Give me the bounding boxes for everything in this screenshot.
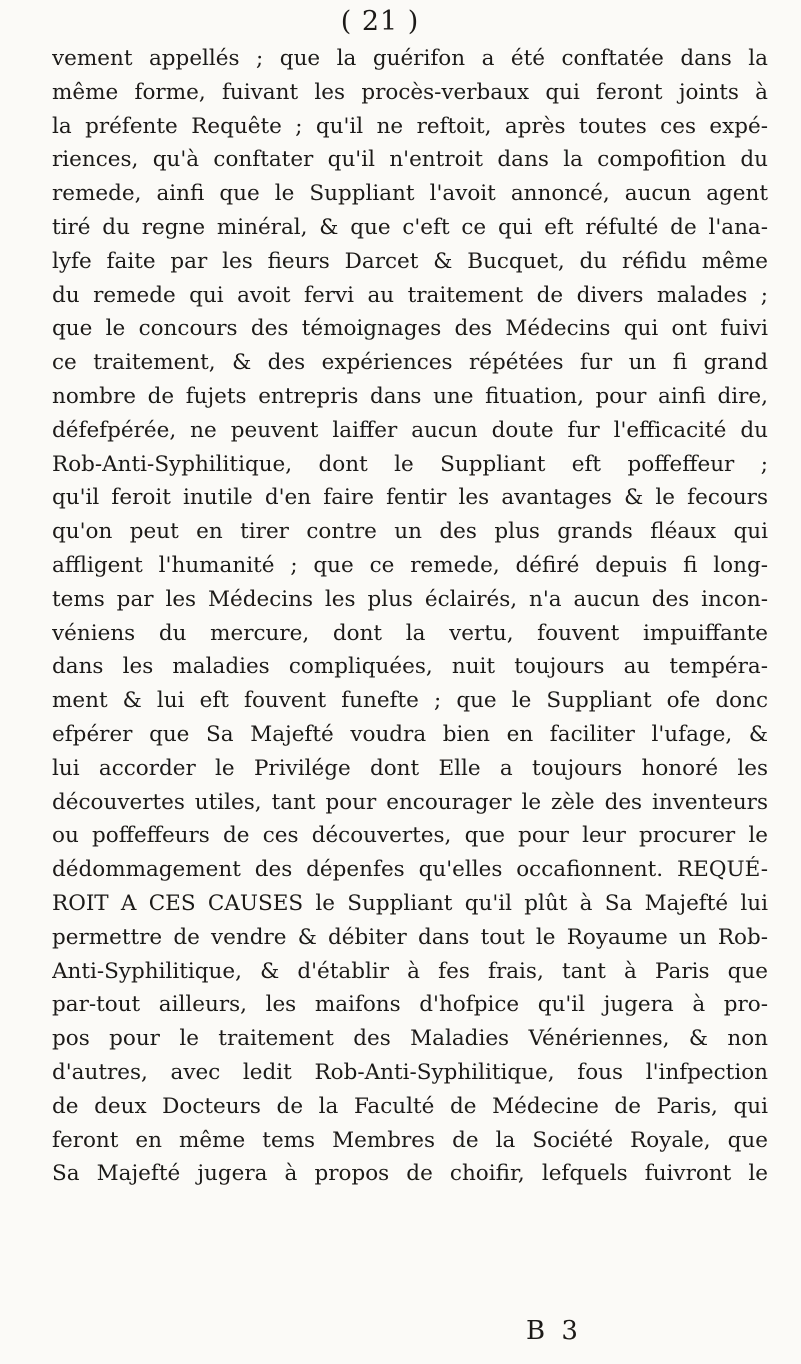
text-line: pos pour le traitement des Maladies Vénériennes, & non bbox=[52, 1026, 768, 1052]
text-line: défefpérée, ne peuvent laiffer aucun doute fur l'efficacité du bbox=[52, 417, 768, 443]
signature-mark: B 3 bbox=[526, 1316, 582, 1346]
text-line: Anti-Syphilitique, & d'établir à fes frais, tant à Paris que bbox=[52, 958, 768, 984]
text-line: lui accorder le Privilége dont Elle a toujours honoré les bbox=[52, 755, 768, 781]
text-line: même forme, fuivant les procès-verbaux qui feront joints à bbox=[52, 79, 768, 105]
page-number: ( 21 ) bbox=[340, 6, 420, 37]
text-line: permettre de vendre & débiter dans tout le Royaume un Rob- bbox=[52, 924, 768, 950]
text-line: lyfe faite par les fieurs Darcet & Bucquet, du réfidu même bbox=[52, 248, 768, 274]
text-line: affligent l'humanité ; que ce remede, défiré depuis fi long- bbox=[52, 552, 768, 578]
text-line: ment & lui eft fouvent funefte ; que le Suppliant ofe donc bbox=[52, 688, 768, 714]
text-line: que le concours des témoignages des Médecins qui ont fuivi bbox=[52, 316, 768, 342]
body-text bbox=[52, 42, 768, 1191]
text-line: Rob-Anti-Syphilitique, dont le Suppliant eft poffeffeur ; bbox=[52, 451, 768, 477]
text-line: véniens du mercure, dont la vertu, fouvent impuiffante bbox=[52, 620, 768, 646]
text-line: efpérer que Sa Majefté voudra bien en faciliter l'ufage, & bbox=[52, 721, 768, 747]
text-line: ou poffeffeurs de ces découvertes, que pour leur procurer le bbox=[52, 823, 768, 849]
text-line: d'autres, avec ledit Rob-Anti-Syphilitique, fous l'infpection bbox=[52, 1059, 768, 1085]
text-line: ce traitement, & des expériences répétées fur un fi grand bbox=[52, 350, 768, 376]
text-line: feront en même tems Membres de la Société Royale, que bbox=[52, 1127, 768, 1153]
text-line: du remede qui avoit fervi au traitement de divers malades ; bbox=[52, 282, 768, 308]
text-line: découvertes utiles, tant pour encourager le zèle des inventeurs bbox=[52, 789, 768, 815]
text-line: de deux Docteurs de la Faculté de Médecine de Paris, qui bbox=[52, 1093, 768, 1119]
text-line: remede, ainfi que le Suppliant l'avoit annoncé, aucun agent bbox=[52, 181, 768, 207]
text-line: nombre de fujets entrepris dans une fituation, pour ainfi dire, bbox=[52, 383, 768, 409]
text-line: qu'il feroit inutile d'en faire fentir les avantages & le fecours bbox=[52, 485, 768, 511]
text-line: Sa Majefté jugera à propos de choifir, lefquels fuivront le bbox=[52, 1161, 768, 1187]
text-line: tems par les Médecins les plus éclairés, n'a aucun des incon- bbox=[52, 586, 768, 612]
text-line: tiré du regne minéral, & que c'eft ce qui eft réfulté de l'ana- bbox=[52, 214, 768, 240]
text-line: par-tout ailleurs, les maifons d'hofpice qu'il jugera à pro- bbox=[52, 992, 768, 1018]
text-line: ROIT A CES CAUSES le Suppliant qu'il plût à Sa Majefté lui bbox=[52, 890, 768, 916]
text-line: vement appellés ; que la guérifon a été conftatée dans la bbox=[52, 46, 768, 71]
text-line: dédommagement des dépenfes qu'elles occafionnent. REQUÉ- bbox=[52, 857, 768, 883]
text-line: la préfente Requête ; qu'il ne reftoit, après toutes ces expé- bbox=[52, 113, 768, 139]
text-line: qu'on peut en tirer contre un des plus grands fléaux qui bbox=[52, 519, 768, 545]
text-line: dans les maladies compliquées, nuit toujours au tempéra- bbox=[52, 654, 768, 680]
text-line: riences, qu'à conftater qu'il n'entroit dans la compofition du bbox=[52, 147, 768, 173]
